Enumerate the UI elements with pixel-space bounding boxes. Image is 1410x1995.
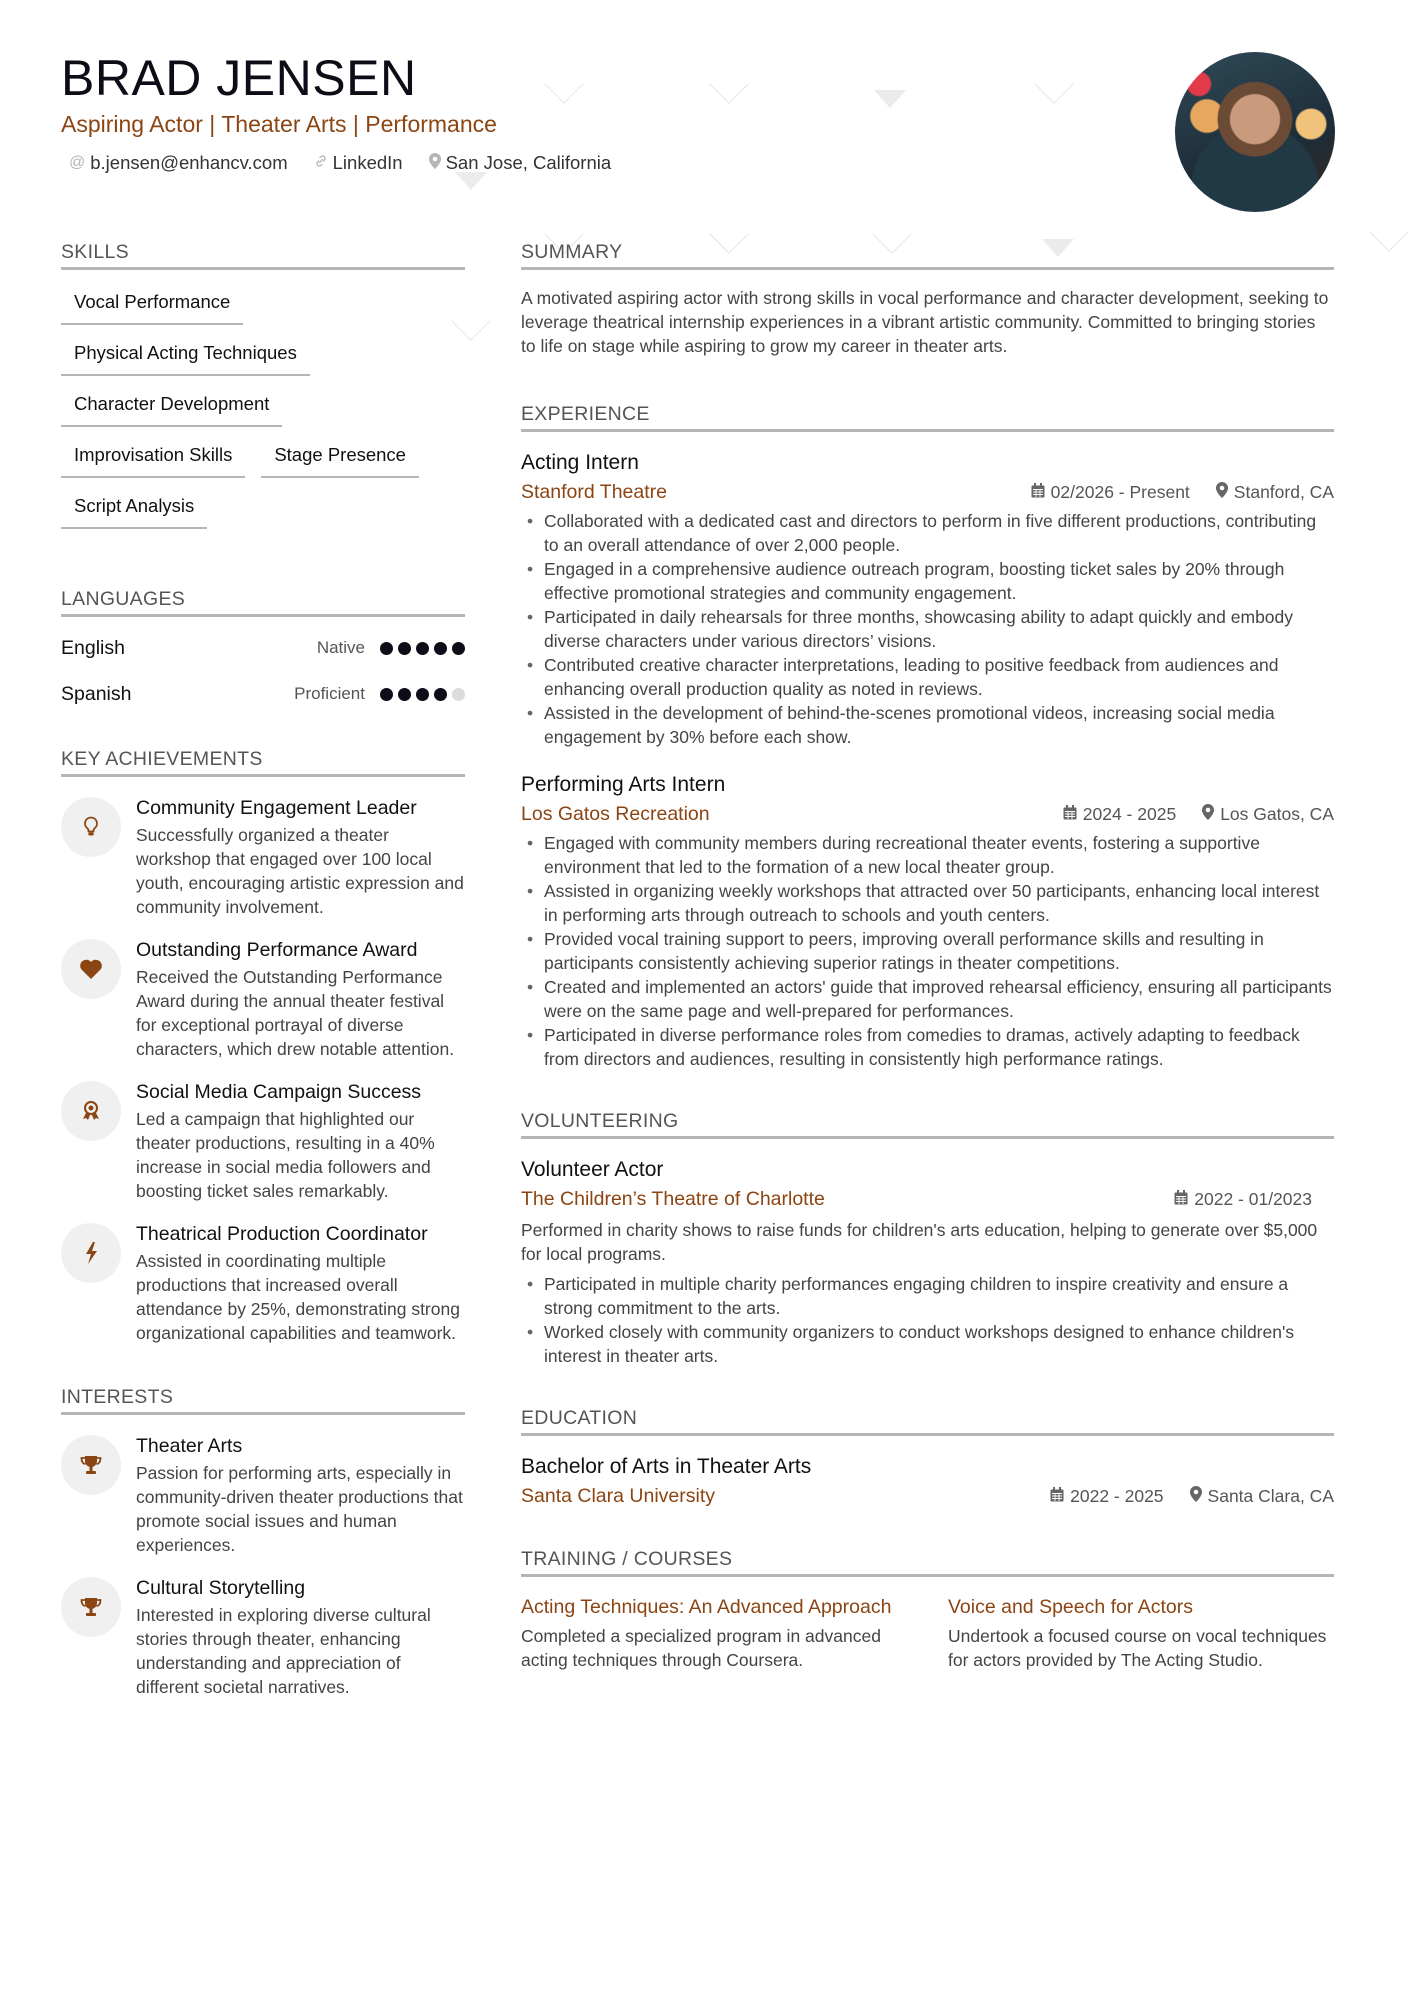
bullet-item: • Provided vocal training support to peers, improving overall performance skills and resulting in participants consistently achieving superior ratings in theater competitions. [521,927,1334,975]
link-icon [314,154,328,173]
dot-filled [398,688,411,701]
school-name: Santa Clara University [521,1485,715,1507]
contact-list [61,152,1161,174]
section-title: SUMMARY [521,240,1334,270]
location-pin-icon [1190,1486,1202,1506]
location-text: San Jose, California [445,152,612,173]
degree-title: Bachelor of Arts in Theater Arts [521,1455,812,1478]
linkedin-text: LinkedIn [332,152,403,173]
dot-empty [452,688,465,701]
course-desc: Undertook a focused course on vocal techniques for actors provided by The Acting Studio. [948,1626,1327,1670]
lightbulb-icon [61,797,121,857]
role-title: Volunteer Actor [521,1158,664,1181]
achievement-item [61,795,465,919]
course-desc: Completed a specialized program in advanced acting techniques through Coursera. [521,1626,881,1670]
volunteer-desc: Performed in charity shows to raise funds for children's arts education, helping to generate over $5,000 for local programs. [521,1220,1318,1264]
skill-tag: Physical Acting Techniques [61,339,310,376]
dot-filled [416,688,429,701]
section-title: LANGUAGES [61,587,465,617]
bullet-item: • Participated in daily rehearsals for three months, showcasing ability to adapt quickly and embody diverse characters under various directors’ visions. [521,605,1334,653]
dot-filled [416,642,429,655]
interest-title: Theater Arts [136,1435,243,1457]
bullet-item: • Collaborated with a dedicated cast and directors to perform in five different productions, contributing to an overall attendance of over 2,000 people. [521,509,1334,557]
section-title: VOLUNTEERING [521,1109,1334,1139]
bullet-item: • Participated in multiple charity performances engaging children to inspire creativity and ensure a strong commitment to the arts. [521,1272,1334,1320]
dot-filled [398,642,411,655]
lightning-icon [61,1223,121,1283]
location [1190,1486,1334,1507]
location-text: Santa Clara, CA [1207,1485,1334,1506]
skill-tag: Stage Presence [261,441,419,478]
course-item [521,1595,906,1672]
skill-tag: Improvisation Skills [61,441,245,478]
course-title: Voice and Speech for Actors [948,1596,1193,1618]
decorative-triangle [455,172,487,190]
section-title: SKILLS [61,240,465,270]
dates-text: 2024 - 2025 [1082,803,1177,824]
dot-filled [434,688,447,701]
date-range [1031,482,1190,503]
section-title: EDUCATION [521,1406,1334,1436]
trophy-icon [61,1435,121,1495]
dot-filled [434,642,447,655]
left-column [61,240,465,1699]
proficiency-dots [380,642,465,655]
company-name: Los Gatos Recreation [521,803,710,825]
skill-tag: Character Development [61,390,282,427]
contact-location [429,152,612,174]
language-row [61,679,465,709]
bullet-list [521,1272,1334,1368]
date-range [1050,1486,1163,1507]
achievement-desc: Assisted in coordinating multiple productions that increased overall attendance by 25%, demonstrating strong organizational capabilities and teamwork. [136,1251,460,1343]
interest-item [61,1433,465,1557]
calendar-icon [1031,483,1045,502]
achievement-desc: Led a campaign that highlighted our theater productions, resulting in a 40% increase in social media followers and boosting ticket sales remarkably. [136,1109,435,1201]
dates-text: 02/2026 - Present [1050,481,1190,502]
language-level: Proficient [294,684,365,703]
languages-section [61,587,465,709]
profile-photo [1175,52,1335,212]
contact-email[interactable] [69,152,288,174]
section-title: EXPERIENCE [521,402,1334,432]
decorative-chevron [1369,212,1409,252]
location-pin-icon [1202,804,1214,824]
company-name: Stanford Theatre [521,481,667,503]
right-column [521,240,1334,1672]
bullet-item: • Engaged in a comprehensive audience outreach program, boosting ticket sales by 20% through effective promotional strategies and community engagement. [521,557,1334,605]
skills-list [61,288,465,529]
achievement-item [61,1221,465,1345]
calendar-icon [1063,805,1077,824]
resume-header [61,48,1161,174]
interest-item [61,1575,465,1699]
section-title: INTERESTS [61,1385,465,1415]
dot-filled [380,688,393,701]
location-pin-icon [429,153,441,174]
achievements-section [61,747,465,1345]
experience-entry [521,771,1334,1071]
achievement-title: Social Media Campaign Success [136,1081,422,1103]
dot-filled [452,642,465,655]
calendar-icon [1050,1487,1064,1506]
candidate-name: BRAD JENSEN [61,50,417,106]
language-name: English [61,636,125,659]
bullet-item: • Assisted in the development of behind-the-scenes promotional videos, increasing social media engagement by 30% before each show. [521,701,1334,749]
date-range [1174,1189,1312,1210]
course-item [948,1595,1333,1672]
candidate-title: Aspiring Actor | Theater Arts | Performance [61,111,497,137]
interest-desc: Passion for performing arts, especially in community-driven theater productions that promote social issues and human experiences. [136,1463,463,1555]
bullet-item: • Worked closely with community organizers to conduct workshops designed to enhance children's interest in theater arts. [521,1320,1334,1368]
bullet-list [521,831,1334,1071]
achievement-desc: Received the Outstanding Performance Award during the annual theater festival for exceptional portrayal of diverse characters, which drew notable attention. [136,967,455,1059]
achievement-item [61,1079,465,1203]
location-text: Los Gatos, CA [1220,803,1334,824]
education-section [521,1406,1334,1509]
trophy-icon [61,1577,121,1637]
language-name: Spanish [61,682,132,705]
date-range [1063,804,1176,825]
achievement-desc: Successfully organized a theater workshop that engaged over 100 local youth, encouraging artistic expression and community involvement. [136,825,464,917]
training-section [521,1547,1334,1672]
experience-section [521,402,1334,1071]
dates-text: 2022 - 01/2023 [1194,1188,1312,1209]
contact-linkedin[interactable] [314,152,403,174]
organization-name: The Children’s Theatre of Charlotte [521,1188,825,1210]
education-entry [521,1453,1334,1509]
interests-section [61,1385,465,1699]
course-list [521,1595,1334,1672]
heart-icon [61,939,121,999]
bullet-item: • Created and implemented an actors' guide that improved rehearsal efficiency, ensuring all participants were on the same page and well-prepared for performances. [521,975,1334,1023]
interest-desc: Interested in exploring diverse cultural stories through theater, enhancing understanding and appreciation of different societal narratives. [136,1605,431,1697]
location-pin-icon [1216,482,1228,502]
location-text: Stanford, CA [1233,481,1334,502]
achievement-title: Community Engagement Leader [136,797,417,819]
email-text: b.jensen@enhancv.com [90,152,288,173]
achievement-item [61,937,465,1061]
achievement-title: Outstanding Performance Award [136,939,418,961]
language-level: Native [316,638,365,657]
medal-icon [61,1081,121,1141]
at-icon: @ [69,154,86,171]
skill-tag: Script Analysis [61,492,207,529]
skills-section [61,240,465,529]
skill-tag: Vocal Performance [61,288,243,325]
summary-text: A motivated aspiring actor with strong skills in vocal performance and character development, seeking to leverage theatrical internship experiences in a vibrant artistic community. Committed to bringing stories to life on stage while aspiring to grow my career in theater arts. [521,288,1329,356]
location [1202,804,1334,825]
volunteer-entry [521,1156,1334,1368]
bullet-item: • Engaged with community members during recreational theater events, fostering a supportive environment that led to the formation of a new local theater group. [521,831,1334,879]
achievement-title: Theatrical Production Coordinator [136,1223,428,1245]
calendar-icon [1174,1190,1188,1209]
volunteering-section [521,1109,1334,1368]
bullet-list [521,509,1334,749]
bullet-item: • Assisted in organizing weekly workshops that attracted over 50 participants, enhancing local interest in performing arts through outreach to schools and youth centers. [521,879,1334,927]
bullet-item: • Contributed creative character interpretations, leading to positive feedback from audiences and enhancing overall production quality as noted in reviews. [521,653,1334,701]
dates-text: 2022 - 2025 [1070,1485,1164,1506]
summary-section [521,240,1334,358]
location [1216,482,1334,503]
section-title: TRAINING / COURSES [521,1547,1334,1577]
dot-filled [380,642,393,655]
job-title: Acting Intern [521,451,639,474]
job-title: Performing Arts Intern [521,773,726,796]
course-title: Acting Techniques: An Advanced Approach [521,1596,892,1618]
section-title: KEY ACHIEVEMENTS [61,747,465,777]
bullet-item: • Participated in diverse performance roles from comedies to dramas, actively adapting to feedback from directors and audiences, resulting in consistently high performance ratings. [521,1023,1334,1071]
proficiency-dots [380,688,465,701]
experience-entry [521,449,1334,749]
interest-title: Cultural Storytelling [136,1577,306,1599]
language-row [61,633,465,663]
